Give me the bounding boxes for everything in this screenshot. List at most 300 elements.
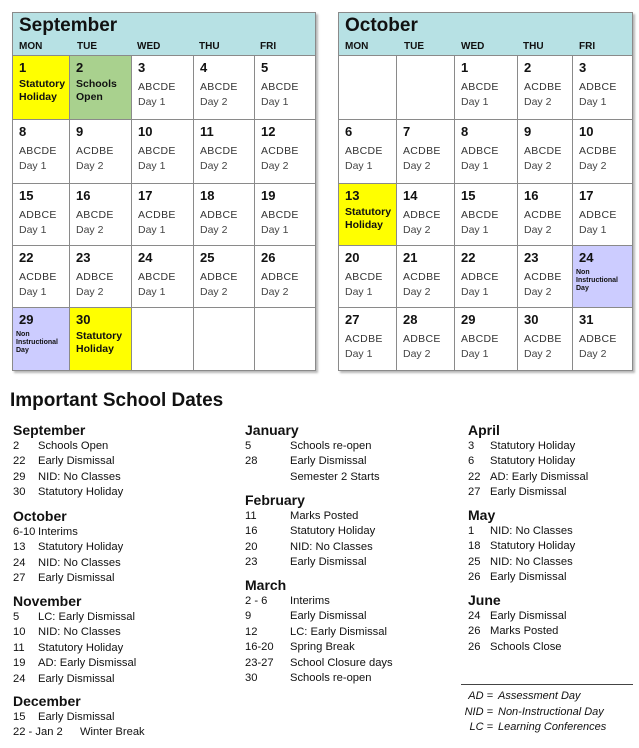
day-cell [518,56,573,120]
day-rotation-label: Day 1 [461,160,489,172]
september-title: September [19,15,118,36]
day-rotation-label: Day 1 [19,224,47,236]
day-rotation-label: Day 1 [138,160,166,172]
day-rotation-label: Day 2 [403,348,431,360]
day-cell [339,308,397,370]
day-cell [518,120,573,184]
rotation-code: ABCDE [19,145,57,157]
day-rotation-label: Day 2 [76,286,104,298]
date-value: 30 [13,486,26,499]
weekday-thu: THU [523,41,544,52]
day-cell [397,184,455,246]
rotation-code: ACDBE [19,271,57,283]
day-number: 29 [461,312,476,327]
day-number: 18 [200,188,215,203]
date-event: Winter Break [80,726,145,739]
rotation-code: ACDBE [76,145,114,157]
day-rotation-label: Day 1 [261,224,289,236]
rotation-code: ADBCE [200,209,238,221]
date-value: 5 [13,611,20,623]
date-event: Early Dismissal [38,711,115,723]
date-event: AD: Early Dismissal [38,657,137,670]
month-heading: November [13,593,82,609]
date-row [468,640,562,653]
day-cell [70,120,132,184]
day-number: 20 [345,250,360,265]
date-value: 30 [245,672,258,684]
date-row [13,672,115,685]
day-number: 3 [579,60,587,75]
date-row [468,470,589,483]
rotation-code: ADBCE [579,81,617,93]
day-rotation-label: Day 1 [345,286,373,298]
date-value: 15 [13,711,26,723]
date-value: 13 [13,541,26,554]
day-number: 7 [403,124,411,139]
day-note: Statutory Holiday [76,330,123,355]
day-cell [573,120,632,184]
date-row [13,556,121,569]
rotation-code: ADBCE [403,209,441,221]
day-cell [339,120,397,184]
day-cell [397,56,455,120]
date-value: 16 [245,525,258,538]
date-event: NID: No Classes [38,556,121,569]
date-event: School Closure days [290,656,393,669]
date-event: Interims [38,526,78,538]
day-number: 12 [261,124,276,139]
month-heading: April [468,422,500,438]
day-number: 31 [579,312,594,327]
date-row [468,571,567,584]
day-cell [13,308,70,370]
date-row [13,726,145,739]
day-rotation-label: Day 1 [461,348,489,360]
date-value: 24 [13,672,26,685]
date-row [245,625,387,638]
rotation-code: ABCDE [261,209,299,221]
day-rotation-label: Day 2 [200,286,228,298]
day-cell [397,120,455,184]
date-value: 3 [468,440,475,452]
rotation-code: ABCDE [138,81,176,93]
day-cell [194,246,255,308]
date-row [13,626,121,639]
date-event: NID: No Classes [38,470,121,483]
legend-key: LC = [469,721,493,733]
day-rotation-label: Day 1 [19,160,47,172]
date-row [245,641,355,654]
day-number: 23 [524,250,539,265]
day-cell [339,184,397,246]
rotation-code: ADBCE [403,333,441,345]
date-row [468,486,567,499]
date-event: Statutory Holiday [38,641,124,654]
date-event: Statutory Holiday [290,525,376,538]
date-value: 9 [245,610,252,623]
date-value: 26 [468,571,481,584]
day-number: 26 [261,250,276,265]
date-event: Spring Break [290,641,355,654]
rotation-code: ABCDE [461,209,499,221]
october-header [339,13,632,56]
day-cell [70,184,132,246]
date-row [468,455,576,468]
date-event: Early Dismissal [490,571,567,584]
date-value: 22 [13,455,26,468]
day-cell [518,184,573,246]
date-value: 12 [245,625,258,638]
date-event: Early Dismissal [38,672,115,685]
date-event: Statutory Holiday [490,440,576,452]
day-cell [573,56,632,120]
day-number: 6 [345,124,353,139]
date-event: NID: No Classes [290,540,373,553]
day-cell [455,184,518,246]
day-cell [70,56,132,120]
legend-key: NID = [464,705,493,718]
weekday-tue: TUE [404,41,424,52]
rotation-code: ACDBE [261,145,299,157]
day-number: 8 [461,124,469,139]
month-heading: December [13,693,81,709]
day-number: 10 [138,124,153,139]
day-cell [455,120,518,184]
day-note: Schools Open [76,78,117,103]
month-heading: March [245,577,287,593]
date-event: Semester 2 Starts [290,470,380,483]
day-rotation-label: Day 2 [579,348,607,360]
rotation-code: ADBCE [579,333,617,345]
date-row [245,440,372,452]
day-cell [13,120,70,184]
rotation-code: ADBCE [19,209,57,221]
month-heading: June [468,592,501,608]
date-value: 27 [468,486,481,499]
rotation-code: ACDBE [524,333,562,345]
date-event: LC: Early Dismissal [290,625,387,638]
day-rotation-label: Day 2 [524,286,552,298]
day-cell [255,184,315,246]
day-number: 4 [200,60,208,75]
day-number: 25 [200,250,215,265]
rotation-code: ACDBE [524,271,562,283]
date-value: 1 [468,525,475,537]
date-event: Marks Posted [490,625,559,638]
day-cell [397,246,455,308]
day-number: 2 [524,60,532,75]
date-row [13,641,124,654]
date-event: NID: No Classes [490,525,573,537]
rotation-code: ACDBE [138,209,176,221]
rotation-code: ABCDE [461,81,499,93]
day-cell [194,56,255,120]
day-rotation-label: Day 2 [524,96,552,108]
september-header [13,13,315,56]
day-number: 17 [138,188,153,203]
day-rotation-label: Day 2 [76,224,104,236]
date-value: 29 [13,470,26,483]
month-heading: May [468,507,496,523]
day-rotation-label: Day 2 [261,160,289,172]
date-row [13,611,135,623]
day-rotation-label: Day 2 [524,160,552,172]
day-number: 1 [19,60,27,75]
day-number: 15 [19,188,34,203]
rotation-code: ABCDE [138,271,176,283]
day-cell [132,308,194,370]
day-number: 23 [76,250,91,265]
day-cell [13,246,70,308]
rotation-code: ADBCE [461,271,499,283]
day-number: 16 [76,188,91,203]
day-rotation-label: Day 1 [345,160,373,172]
month-heading: September [13,422,86,438]
day-rotation-label: Day 1 [579,96,607,108]
date-value: 20 [245,540,258,553]
date-event: Early Dismissal [38,455,115,468]
date-event: Early Dismissal [290,556,367,569]
rotation-code: ABCDE [524,145,562,157]
day-rotation-label: Day 1 [138,96,166,108]
date-value: 18 [468,540,481,553]
day-rotation-label: Day 2 [200,96,228,108]
day-note: Non Instructional Day [16,331,59,354]
legend-divider [461,684,633,685]
date-event: Statutory Holiday [38,486,124,499]
date-event: Statutory Holiday [38,541,124,554]
date-row [245,556,367,569]
day-number: 21 [403,250,418,265]
date-row [13,711,115,723]
date-row [13,455,115,468]
day-rotation-label: Day 1 [461,224,489,236]
date-row [13,541,124,554]
rotation-code: ABCDE [461,333,499,345]
day-number: 24 [579,250,594,265]
day-cell [132,120,194,184]
date-event: NID: No Classes [490,555,573,568]
date-event: Early Dismissal [490,610,567,622]
date-value: 23-27 [245,656,274,669]
date-event: Schools Open [38,440,109,452]
day-number: 30 [76,312,91,327]
date-value: 19 [13,657,26,670]
date-value: 24 [13,556,26,569]
rotation-code: ABCDE [200,145,238,157]
day-number: 10 [579,124,594,139]
day-cell [573,246,632,308]
day-cell [194,308,255,370]
day-rotation-label: Day 1 [461,96,489,108]
day-number: 5 [261,60,269,75]
september-calendar [12,12,316,371]
date-value: 27 [13,572,26,585]
date-event: Early Dismissal [38,572,115,585]
date-value: 26 [468,625,481,638]
date-row [245,510,359,522]
day-number: 2 [76,60,84,75]
day-rotation-label: Day 1 [138,224,166,236]
day-number: 30 [524,312,539,327]
day-number: 16 [524,188,539,203]
rotation-code: ACDBE [345,333,383,345]
important-dates-title: Important School Dates [10,390,224,411]
date-row [13,470,121,483]
weekday-mon: MON [345,41,369,52]
month-heading: October [13,508,67,524]
rotation-code: ACDBE [403,271,441,283]
day-cell [132,246,194,308]
day-cell [255,308,315,370]
legend-value: Non-Instructional Day [498,705,604,718]
weekday-tue: TUE [77,41,97,52]
day-rotation-label: Day 1 [138,286,166,298]
weekday-wed: WED [137,41,161,52]
day-cell [518,246,573,308]
date-event: Schools Close [490,640,562,653]
day-number: 1 [461,60,469,75]
date-value: 24 [468,610,481,622]
date-value: 2 - 6 [245,595,268,607]
date-value: 10 [13,626,26,639]
day-rotation-label: Day 2 [200,160,228,172]
weekday-fri: FRI [579,41,596,52]
date-event: Marks Posted [290,510,359,522]
rotation-code: ABCDE [76,209,114,221]
date-event: Early Dismissal [490,486,567,499]
october-title: October [345,15,418,36]
rotation-code: ACDBE [403,145,441,157]
day-number: 13 [345,188,360,203]
date-event: AD: Early Dismissal [490,470,589,483]
day-cell [13,184,70,246]
date-row [13,572,115,585]
day-cell [70,308,132,370]
day-number: 22 [461,250,476,265]
day-number: 9 [524,124,532,139]
day-cell [255,120,315,184]
date-value: 22 - Jan 2 [13,726,63,739]
day-cell [255,246,315,308]
day-rotation-label: Day 1 [579,224,607,236]
legend-value: Learning Conferences [498,721,607,733]
month-heading: February [245,492,305,508]
day-number: 8 [19,124,27,139]
day-rotation-label: Day 2 [403,224,431,236]
date-value: 23 [245,556,258,569]
date-event: Schools re-open [290,672,372,684]
day-cell [132,56,194,120]
day-cell [339,56,397,120]
weekday-thu: THU [199,41,220,52]
weekday-mon: MON [19,41,43,52]
date-value: 5 [245,440,252,452]
rotation-code: ABCDE [261,81,299,93]
date-row [468,625,559,638]
legend-key: AD = [468,690,493,702]
date-event: LC: Early Dismissal [38,611,135,623]
day-note: Non Instructional Day [576,269,619,292]
date-event: NID: No Classes [38,626,121,639]
day-cell [339,246,397,308]
rotation-code: ADBCE [579,209,617,221]
date-value: 11 [245,510,257,522]
day-cell [455,246,518,308]
day-rotation-label: Day 2 [76,160,104,172]
date-row [245,455,367,468]
date-row [13,440,109,452]
day-cell [397,308,455,370]
date-row [245,672,372,684]
date-row [245,525,376,538]
date-row [245,610,367,623]
date-value: 6-10 [13,526,36,538]
day-number: 22 [19,250,34,265]
date-row [13,486,124,499]
day-number: 24 [138,250,153,265]
rotation-code: ACDBE [524,81,562,93]
day-number: 27 [345,312,360,327]
date-row [468,525,573,537]
day-cell [194,184,255,246]
day-number: 28 [403,312,418,327]
date-row [245,595,330,607]
rotation-code: ABCDE [200,81,238,93]
day-rotation-label: Day 1 [261,96,289,108]
day-rotation-label: Day 2 [524,224,552,236]
date-row [13,526,78,538]
day-cell [455,56,518,120]
date-row [468,440,576,452]
rotation-code: ABCDE [345,271,383,283]
day-number: 19 [261,188,276,203]
day-rotation-label: Day 2 [261,286,289,298]
rotation-code: ABCDE [345,145,383,157]
rotation-code: ACDBE [524,209,562,221]
day-rotation-label: Day 1 [461,286,489,298]
date-value: 25 [468,555,481,568]
date-event: Schools re-open [290,440,372,452]
rotation-code: ABCDE [138,145,176,157]
date-value: 2 [13,440,20,452]
date-event: Early Dismissal [290,610,367,623]
october-calendar [338,12,633,371]
day-rotation-label: Day 1 [19,286,47,298]
date-value: 6 [468,455,475,468]
date-row [13,657,137,670]
date-event: Statutory Holiday [490,455,576,468]
date-value: 11 [13,641,25,654]
date-value: 16-20 [245,641,274,654]
day-cell [255,56,315,120]
date-event: Interims [290,595,330,607]
day-rotation-label: Day 2 [524,348,552,360]
day-cell [132,184,194,246]
day-number: 17 [579,188,594,203]
date-row [245,656,393,669]
weekday-wed: WED [461,41,485,52]
day-rotation-label: Day 2 [579,160,607,172]
date-value: 28 [245,455,258,468]
rotation-code: ADBCE [261,271,299,283]
month-heading: January [245,422,299,438]
rotation-code: ACDBE [579,145,617,157]
date-event: Statutory Holiday [490,540,576,553]
day-cell [573,184,632,246]
date-value: 22 [468,470,481,483]
legend-value: Assessment Day [498,690,581,702]
